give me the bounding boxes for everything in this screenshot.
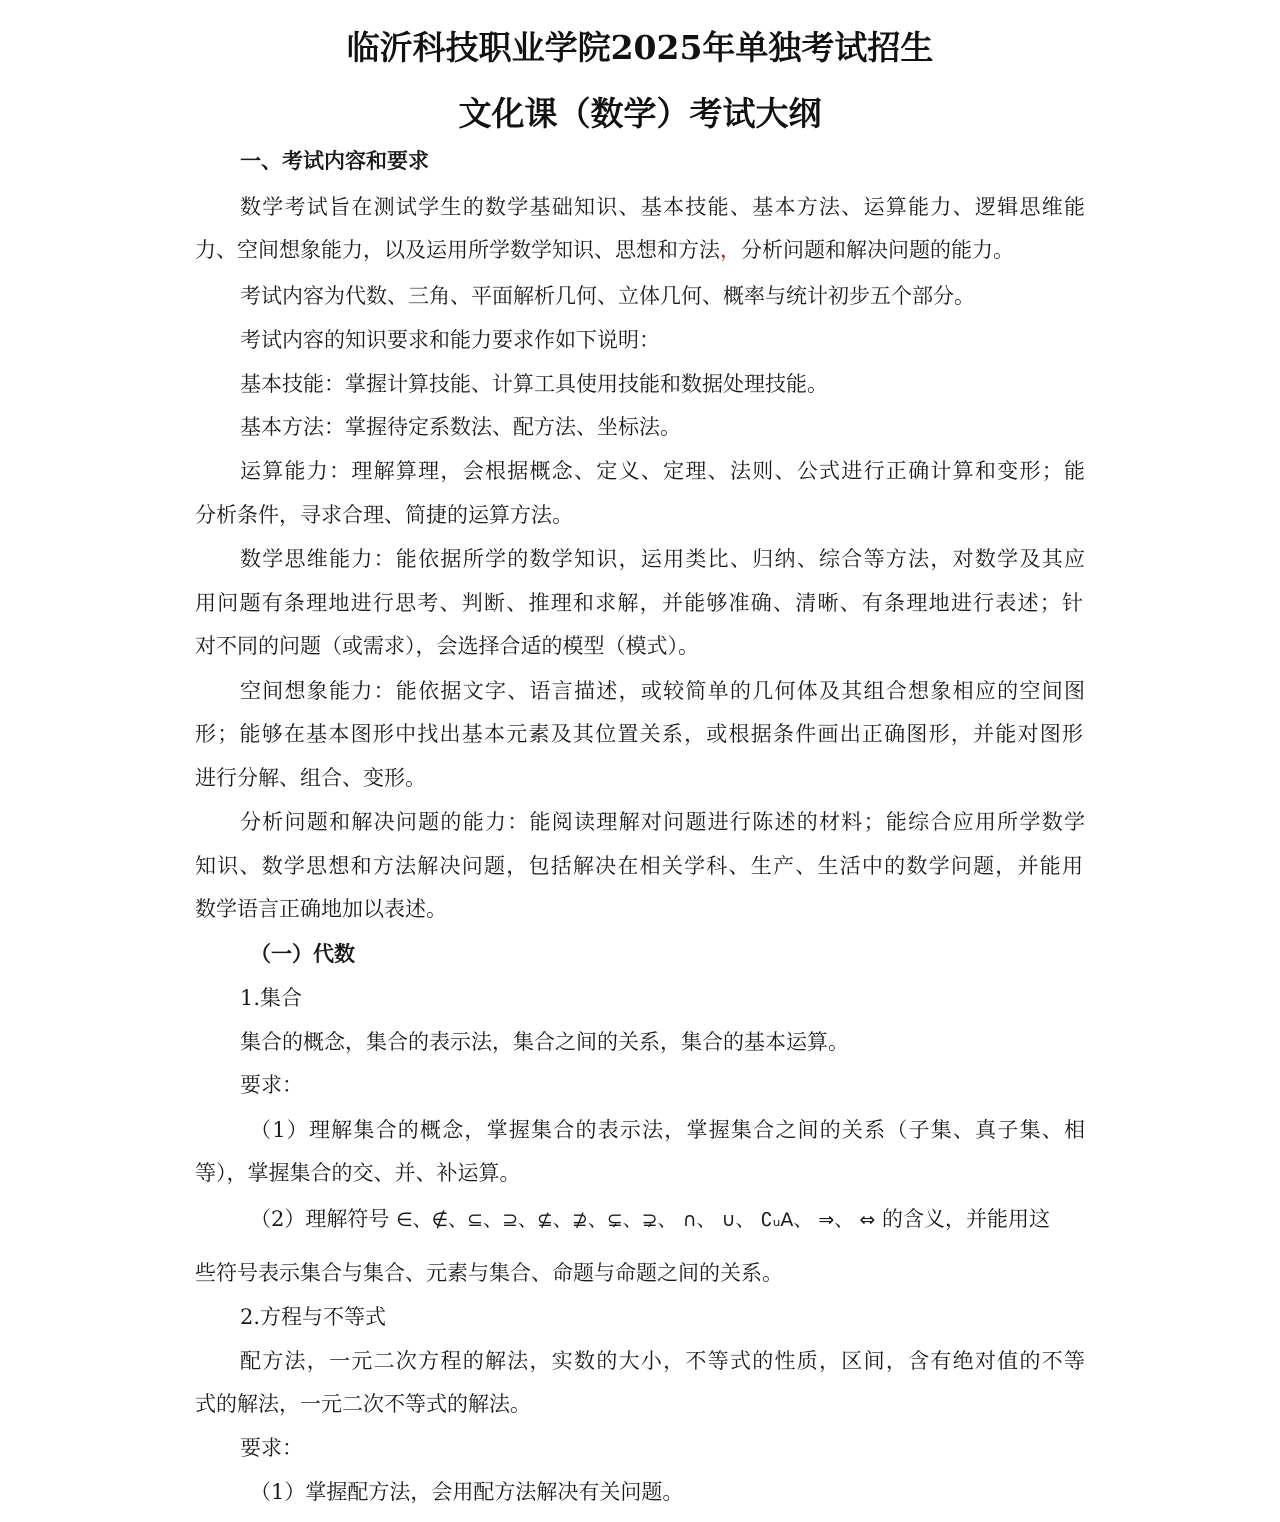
equations-title: 2.方程与不等式: [240, 1305, 387, 1329]
document-title-line1: 临沂科技职业学院2025年单独考试招生: [346, 28, 934, 67]
sets-title: 1.集合: [240, 986, 303, 1010]
equations-req1: （1）掌握配方法，会用配方法解决有关问题。: [250, 1480, 684, 1504]
spatial-ability-line2: 形；能够在基本图形中找出基本元素及其位置关系，或根据条件画出正确图形，并能对图形: [195, 722, 1083, 746]
sets-req1-line2: 等），掌握集合的交、并、补运算。: [195, 1161, 521, 1185]
sets-req1-line1: （1）理解集合的概念，掌握集合的表示法，掌握集合之间的关系（子集、真子集、相: [250, 1118, 1085, 1142]
equations-content-line2: 式的解法，一元二次不等式的解法。: [195, 1392, 531, 1416]
basic-skills-paragraph: 基本技能：掌握计算技能、计算工具使用技能和数据处理技能。: [240, 372, 828, 396]
computing-ability-line2: 分析条件，寻求合理、简捷的运算方法。: [195, 503, 573, 527]
intro-paragraph-line1: 数学考试旨在测试学生的数学基础知识、基本技能、基本方法、运算能力、逻辑思维能: [240, 195, 1085, 219]
thinking-ability-line1: 数学思维能力：能依据所学的数学知识，运用类比、归纳、综合等方法，对数学及其应: [240, 547, 1085, 571]
thinking-ability-line3: 对不同的问题（或需求），会选择合适的模型（模式）。: [195, 634, 699, 658]
algebra-heading: （一）代数: [250, 942, 355, 966]
sets-requirements-label: 要求：: [240, 1073, 303, 1097]
red-comma: ，: [720, 238, 741, 262]
requirements-intro: 考试内容的知识要求和能力要求作如下说明：: [240, 328, 660, 352]
problem-solving-line2: 知识、数学思想和方法解决问题，包括解决在相关学科、生产、生活中的数学问题，并能用: [195, 854, 1083, 878]
sets-req2-line2: 些符号表示集合与集合、元素与集合、命题与命题之间的关系。: [195, 1261, 783, 1285]
intro-paragraph-line2: 力、空间想象能力，以及运用所学数学知识、思想和方法，分析问题和解决问题的能力。: [195, 238, 1014, 262]
problem-solving-line1: 分析问题和解决问题的能力：能阅读理解对问题进行陈述的材料；能综合应用所学数学: [240, 810, 1085, 834]
sets-content: 集合的概念，集合的表示法，集合之间的关系，集合的基本运算。: [240, 1030, 849, 1054]
document-title-line2: 文化课（数学）考试大纲: [458, 94, 822, 133]
problem-solving-line3: 数学语言正确地加以表述。: [195, 897, 447, 921]
sets-req2-line1: （2）理解符号 ∈、∉、⊆、⊇、⊈、⊉、⊊、⊋、 ∩、 ∪、 ∁ᵤA、 ⇒、 ⇔ 的含义，并能用这: [250, 1207, 1050, 1231]
basic-methods-paragraph: 基本方法：掌握待定系数法、配方法、坐标法。: [240, 415, 681, 439]
content-scope-paragraph: 考试内容为代数、三角、平面解析几何、立体几何、概率与统计初步五个部分。: [240, 284, 975, 308]
spatial-ability-line3: 进行分解、组合、变形。: [195, 766, 426, 790]
thinking-ability-line2: 用问题有条理地进行思考、判断、推理和求解，并能够准确、清晰、有条理地进行表述；针: [195, 591, 1083, 615]
computing-ability-line1: 运算能力：理解算理，会根据概念、定义、定理、法则、公式进行正确计算和变形；能: [240, 459, 1085, 483]
spatial-ability-line1: 空间想象能力：能依据文字、语言描述，或较简单的几何体及其组合想象相应的空间图: [240, 679, 1085, 703]
equations-requirements-label: 要求：: [240, 1436, 303, 1460]
set-symbols: ∈、∉、⊆、⊇、⊈、⊉、⊊、⊋、 ∩、 ∪、 ∁ᵤA、 ⇒、 ⇔: [396, 1209, 876, 1231]
equations-content-line1: 配方法，一元二次方程的解法，实数的大小，不等式的性质，区间，含有绝对值的不等: [240, 1349, 1085, 1373]
section-heading-exam-content: 一、考试内容和要求: [240, 149, 429, 173]
